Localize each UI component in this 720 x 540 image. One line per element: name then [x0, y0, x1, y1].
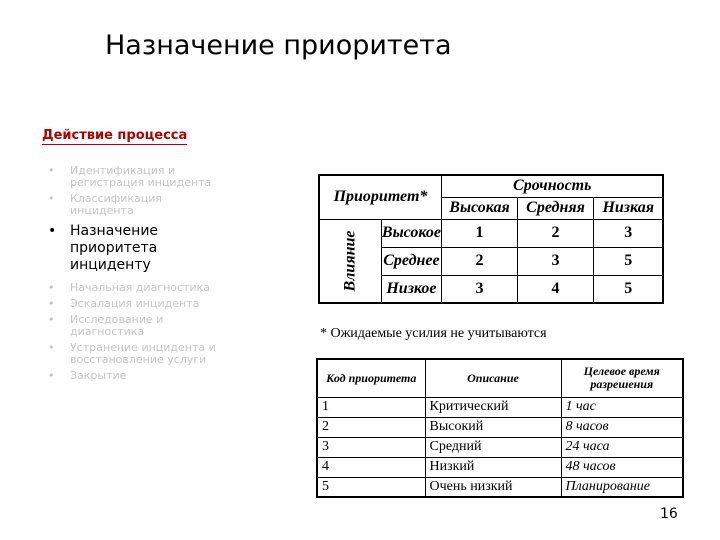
code-cell: 5 — [317, 477, 425, 497]
urgency-col-high: Высокая — [441, 197, 517, 219]
page-title: Назначение приоритета — [105, 30, 452, 61]
table-row — [317, 437, 683, 457]
process-step: • Идентификация и регистрация инцидента — [48, 165, 218, 189]
matrix-note: * Ожидаемые усилия не учитываются — [320, 326, 547, 341]
impact-row-low: Низкое — [381, 275, 441, 303]
time-cell: 1 час — [561, 397, 683, 417]
time-cell: 48 часов — [561, 457, 683, 477]
matrix-cell: 2 — [441, 247, 517, 275]
process-steps-list — [48, 165, 218, 386]
table-row — [317, 417, 683, 437]
code-cell: 4 — [317, 457, 425, 477]
time-cell: 24 часа — [561, 437, 683, 457]
code-cell: 3 — [317, 437, 425, 457]
impact-row-high: Высокое — [381, 219, 441, 247]
matrix-cell: 3 — [441, 275, 517, 303]
time-cell: Планирование — [561, 477, 683, 497]
impact-row-medium: Среднее — [381, 247, 441, 275]
process-step: • Эскалация инцидента — [48, 298, 218, 310]
priority-matrix — [318, 174, 664, 304]
section-subtitle: Действие процесса — [42, 128, 188, 143]
description-cell: Средний — [425, 437, 561, 457]
description-cell: Низкий — [425, 457, 561, 477]
process-step: • Устранение инцидента и восстановление услуги — [48, 342, 218, 366]
table-row — [317, 397, 683, 417]
description-cell: Критический — [425, 397, 561, 417]
code-cell: 1 — [317, 397, 425, 417]
matrix-corner: Приоритет* — [319, 175, 441, 219]
priority-code-table — [316, 358, 684, 498]
code-cell: 2 — [317, 417, 425, 437]
urgency-col-low: Низкая — [593, 197, 663, 219]
time-cell: 8 часов — [561, 417, 683, 437]
matrix-cell: 2 — [517, 219, 593, 247]
matrix-cell: 3 — [593, 219, 663, 247]
matrix-cell: 4 — [517, 275, 593, 303]
urgency-header: Срочность — [441, 175, 663, 197]
matrix-cell: 5 — [593, 247, 663, 275]
process-step: • Исследование и диагностика — [48, 314, 218, 338]
header-target-time: Целевое время разрешения — [561, 359, 683, 397]
table-row — [317, 477, 683, 497]
header-code: Код приоритета — [317, 359, 425, 397]
matrix-cell: 1 — [441, 219, 517, 247]
header-description: Описание — [425, 359, 561, 397]
description-cell: Очень низкий — [425, 477, 561, 497]
matrix-cell: 3 — [517, 247, 593, 275]
process-step: • Закрытие — [48, 370, 218, 382]
table-row — [317, 457, 683, 477]
page-number: 16 — [660, 506, 678, 522]
process-step-active: • Назначение приоритета инциденту — [48, 223, 218, 274]
urgency-col-medium: Средняя — [517, 197, 593, 219]
process-step: • Классификация инцидента — [48, 193, 218, 217]
description-cell: Высокий — [425, 417, 561, 437]
impact-header: Влияние — [319, 219, 381, 303]
process-step: • Начальная диагностика — [48, 282, 218, 294]
matrix-cell: 5 — [593, 275, 663, 303]
